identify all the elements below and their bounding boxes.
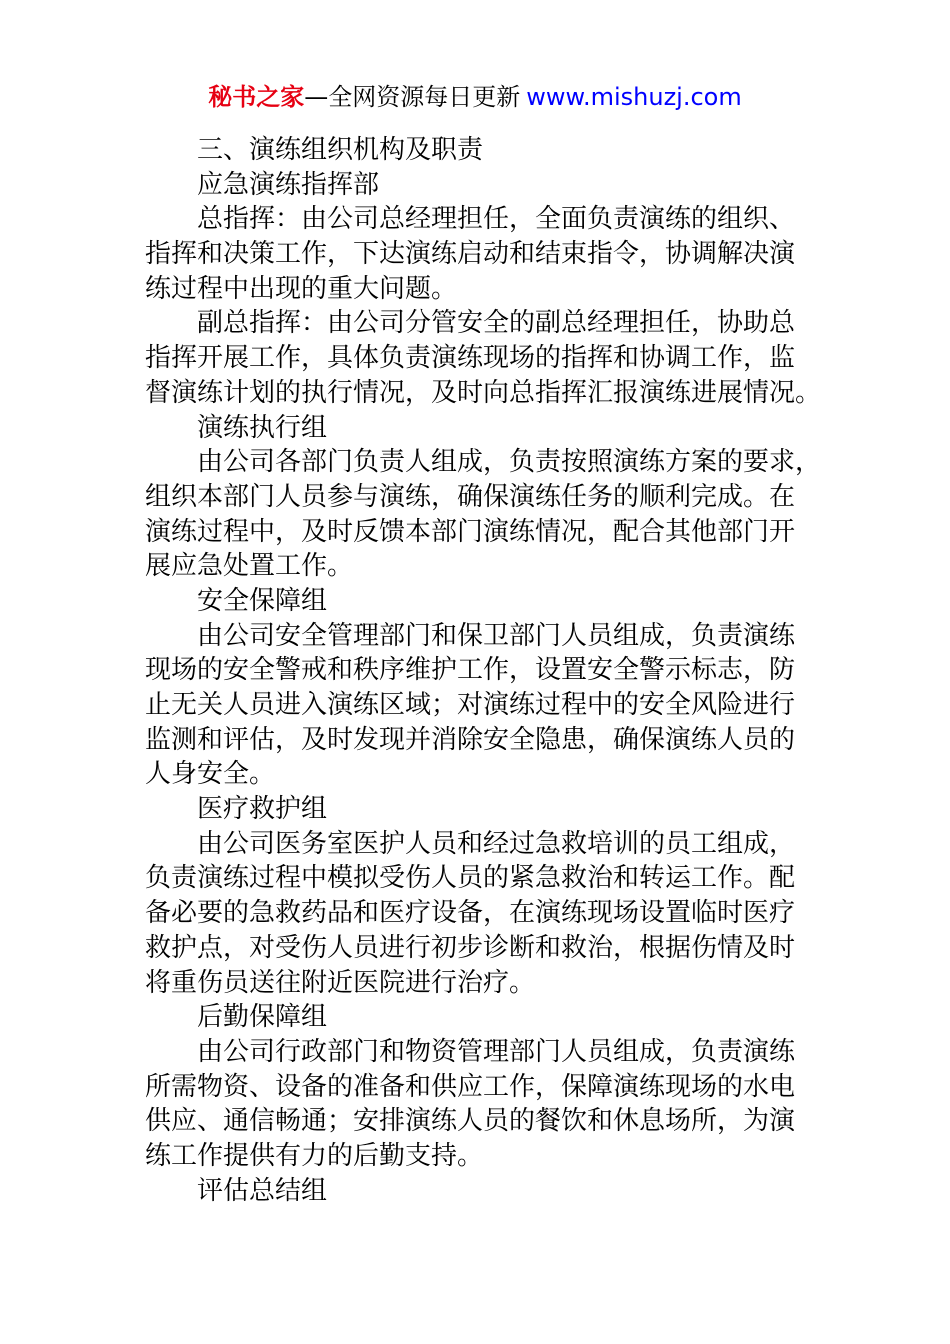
text-line: 展应急处置工作。 (145, 551, 354, 582)
text-line: 供应、通信畅通；安排演练人员的餐饮和休息场所，为演 (145, 1106, 796, 1137)
text-line: 由公司安全管理部门和保卫部门人员组成，负责演练 (197, 620, 796, 651)
text-line: 组织本部门人员参与演练，确保演练任务的顺利完成。在 (145, 481, 796, 512)
text-line: 练工作提供有力的后勤支持。 (145, 1140, 484, 1171)
site-tagline: —全网资源每日更新 (304, 83, 521, 111)
text-line: 指挥开展工作，具体负责演练现场的指挥和协调工作，监 (145, 343, 796, 374)
text-line: 由公司行政部门和物资管理部门人员组成，负责演练 (197, 1036, 796, 1067)
text-line: 后勤保障组 (197, 1002, 328, 1033)
text-line: 医疗救护组 (197, 794, 328, 825)
text-line: 由公司医务室医护人员和经过急救培训的员工组成， (197, 828, 796, 859)
text-line: 应急演练指挥部 (197, 169, 380, 200)
text-line: 救护点，对受伤人员进行初步诊断和救治，根据伤情及时 (145, 932, 796, 963)
document-body (145, 133, 822, 1208)
text-line: 由公司各部门负责人组成，负责按照演练方案的要求， (197, 447, 822, 478)
text-line: 安全保障组 (197, 585, 328, 616)
site-brand: 秘书之家 (208, 83, 305, 111)
text-line: 备必要的急救药品和医疗设备，在演练现场设置临时医疗 (145, 898, 796, 929)
text-line: 止无关人员进入演练区域；对演练过程中的安全风险进行 (145, 690, 796, 720)
text-line: 三、演练组织机构及职责 (197, 135, 484, 165)
text-line: 负责演练过程中模拟受伤人员的紧急救治和转运工作。配 (145, 863, 796, 894)
text-line: 督演练计划的执行情况，及时向总指挥汇报演练进展情况。 (145, 377, 822, 408)
text-line: 现场的安全警戒和秩序维护工作，设置安全警示标志，防 (145, 655, 796, 686)
text-line: 人身安全。 (145, 759, 276, 790)
text-line: 指挥和决策工作，下达演练启动和结束指令，协调解决演 (145, 239, 796, 270)
text-line: 演练过程中，及时反馈本部门演练情况，配合其他部门开 (145, 516, 796, 547)
text-line: 总指挥：由公司总经理担任，全面负责演练的组织、 (197, 204, 796, 235)
text-line: 监测和评估，及时发现并消除安全隐患，确保演练人员的 (145, 724, 796, 755)
page-header (0, 80, 950, 114)
text-line: 副总指挥：由公司分管安全的副总经理担任，协助总 (197, 308, 796, 339)
site-url-link[interactable]: www.mishuzj.com (526, 83, 742, 111)
text-line: 所需物资、设备的准备和供应工作，保障演练现场的水电 (145, 1071, 796, 1102)
text-line: 演练执行组 (197, 412, 328, 443)
text-line: 练过程中出现的重大问题。 (145, 273, 458, 304)
text-line: 将重伤员送往附近医院进行治疗。 (145, 967, 536, 998)
text-line: 评估总结组 (197, 1175, 328, 1206)
